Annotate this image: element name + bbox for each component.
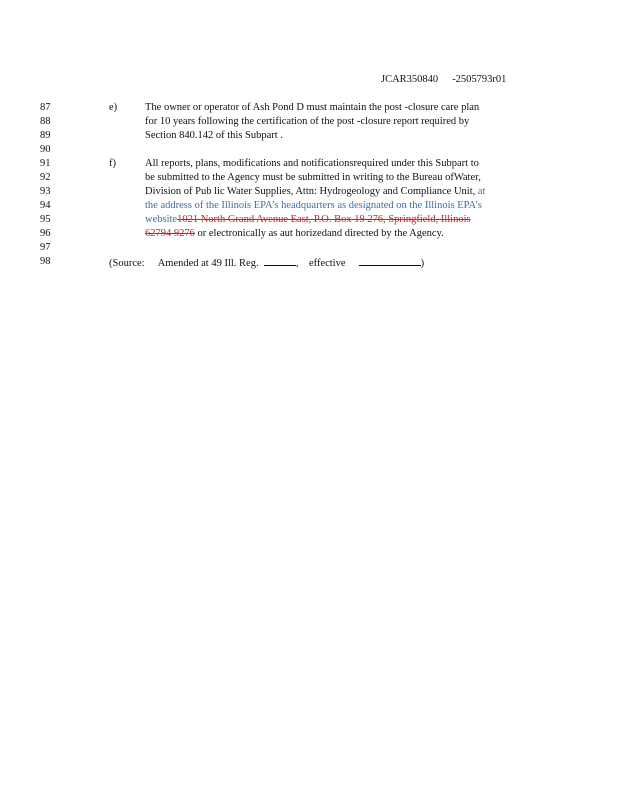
document-id: JCAR350840: [381, 74, 439, 85]
source-amended: Amended at 49 Ill. Reg.: [157, 258, 259, 269]
line-number: 97: [40, 242, 51, 253]
line-text: [145, 213, 471, 227]
line-number: 93: [40, 186, 51, 197]
line-number: 92: [40, 172, 51, 183]
line-text: be submitted to the Agency must be submitted in writing to the Bureau ofWater,: [145, 172, 481, 183]
inserted-text: at: [475, 186, 486, 197]
subsection-label-e: e): [109, 102, 118, 113]
line-text: All reports, plans, modifications and notificationsrequired under this Subpart to: [145, 158, 479, 169]
deleted-text: 1021 North Grand Avenue East, P.O. Box 19 276, Springfield, Illinois: [177, 214, 471, 225]
line-number: 91: [40, 158, 51, 169]
line-number: 98: [40, 256, 51, 267]
line-number: 96: [40, 228, 51, 239]
line-text: [145, 227, 444, 241]
line-number: 89: [40, 130, 51, 141]
inserted-text: website: [145, 214, 178, 225]
document-header: [381, 74, 506, 85]
deleted-text: 62794 9276: [145, 228, 195, 239]
source-effective: effective: [308, 258, 346, 269]
line-text: Section 840.142 of this Subpart .: [145, 130, 283, 141]
line-number: 88: [40, 116, 51, 127]
line-number: 87: [40, 102, 51, 113]
register-blank: [264, 255, 296, 266]
line-text: for 10 years following the certification of the post -closure report required by: [145, 116, 470, 127]
revision-id: -2505793r01: [452, 74, 507, 85]
line-number: 90: [40, 144, 51, 155]
inserted-text: the address of the Illinois EPA’s headquarters as designated on the Illinois EPA’s: [145, 200, 482, 211]
original-text: or electronically as aut horizedand directed by the Agency.: [194, 228, 444, 239]
source-prefix: (Source:: [109, 258, 145, 269]
source-note: (Source: Amended at 49 Ill. Reg. , effective ): [109, 255, 424, 271]
source-close: ): [420, 258, 425, 269]
line-text: The owner or operator of Ash Pond D must maintain the post -closure care plan: [145, 102, 480, 113]
subsection-label-f: f): [109, 158, 116, 169]
line-number: 94: [40, 200, 51, 211]
line-text: [145, 185, 485, 199]
effective-date-blank: [359, 255, 421, 266]
original-text: Division of Pub lic Water Supplies, Attn: Hydrogeology and Compliance Unit,: [145, 186, 476, 197]
line-number: 95: [40, 214, 51, 225]
